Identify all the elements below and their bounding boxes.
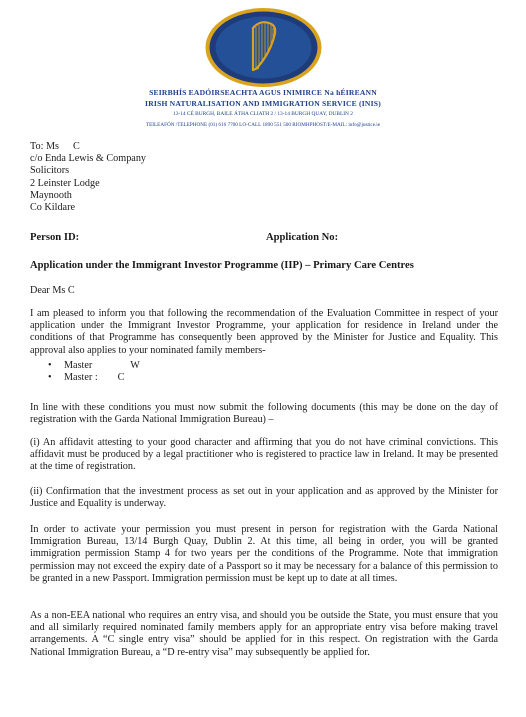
letterhead-telephone: TEILEAFÓN /TELEPHONE (01) 616 7700 LO-CALL 1890 551 500 RIOMHPHOST/E-MAIL: info@justice.ie (145, 122, 381, 128)
letterhead-address: 13-14 CÉ BURGH, BAILE ÁTHA CLIATH 2 / 13-14 BURGH QUAY, DUBLIN 2 (173, 111, 353, 117)
family-members-list (48, 360, 140, 384)
salutation: Dear Ms C (30, 285, 75, 296)
recipient-line-5: Maynooth (30, 189, 72, 201)
paragraph-affidavit: (i) An affidavit attesting to your good character and affirming that you do not have criminal convictions. This affidavit must be produced by a legal practitioner who is registered to practice law in Ireland. It may be presented at the time of registration. (30, 437, 498, 473)
recipient-line-4: 2 Leinster Lodge (30, 177, 100, 189)
paragraph-registration: In order to activate your permission you must present in person for registration with the Garda National Immigration Bureau, 13/14 Burgh Quay, Dublin 2. At this time, all being in order, you will be granted immigration permission Stamp 4 for two years per the conditions of the Programme. Note that immigration permission may not exceed the expiry date of a Passport so it may be necessary for a balance of this permission to be granted in a new Passport. Immigration permission must be kept up to date at all times. (30, 524, 498, 584)
bullet: • (48, 360, 52, 371)
paragraph-investment-confirmation: (ii) Confirmation that the investment process as set out in your application and as approved by the Minister for Justice and Equality is underway. (30, 486, 498, 510)
recipient-line-3: Solicitors (30, 165, 70, 177)
letter-subject: Application under the Immigrant Investor Programme (IIP) – Primary Care Centres (30, 260, 414, 271)
bullet: • (48, 372, 52, 384)
recipient-line-2: c/o Enda Lewis & Company (30, 153, 147, 165)
paragraph-entry-visa: As a non-EEA national who requires an entry visa, and should you be outside the State, you must ensure that you and all similarly required nominated family members apply for an appropriate entry visa before making travel arrangements. A “C single entry visa” should be applied for in this respect. On registration with the Garda National Immigration Bureau, a “D re-entry visa” may subsequently be applied for. (30, 610, 498, 658)
recipient-to-line (30, 141, 146, 153)
list-item (48, 372, 140, 384)
family-member-initial: W (130, 360, 140, 371)
application-no-label: Application No: (266, 232, 339, 243)
harp-emblem-logo (203, 6, 324, 89)
person-id-label: Person ID: (30, 232, 80, 243)
recipient-line-6: Co Kildare (30, 202, 75, 214)
letterhead-irish-name: SEIRBHÍS EADÓIRSEACHTA AGUS INIMIRCE Na hÉIREANN (149, 88, 377, 97)
family-member-title: Master : (64, 372, 98, 384)
paragraph-approval: I am pleased to inform you that following the recommendation of the Evaluation Committee in respect of your application under the Immigrant Investor Programme, your application for residence in Ireland under the conditions of that Programme has consequently been approved by the Minister for Justice and Equality. This approval also applies to your nominated family members- (30, 308, 498, 356)
family-member-title: Master (64, 360, 93, 371)
recipient-address-block (30, 141, 146, 214)
recipient-initial: C (73, 141, 80, 152)
letterhead-english-name: IRISH NATURALISATION AND IMMIGRATION SERVICE (INIS) (145, 99, 381, 108)
family-member-initial: C (117, 372, 125, 384)
list-item (48, 360, 140, 372)
recipient-to: To: Ms (30, 141, 60, 152)
paragraph-documents: In line with these conditions you must now submit the following documents (this may be done on the day of registration with the Garda National Immigration Bureau) – (30, 402, 498, 426)
harp-icon (203, 6, 324, 89)
